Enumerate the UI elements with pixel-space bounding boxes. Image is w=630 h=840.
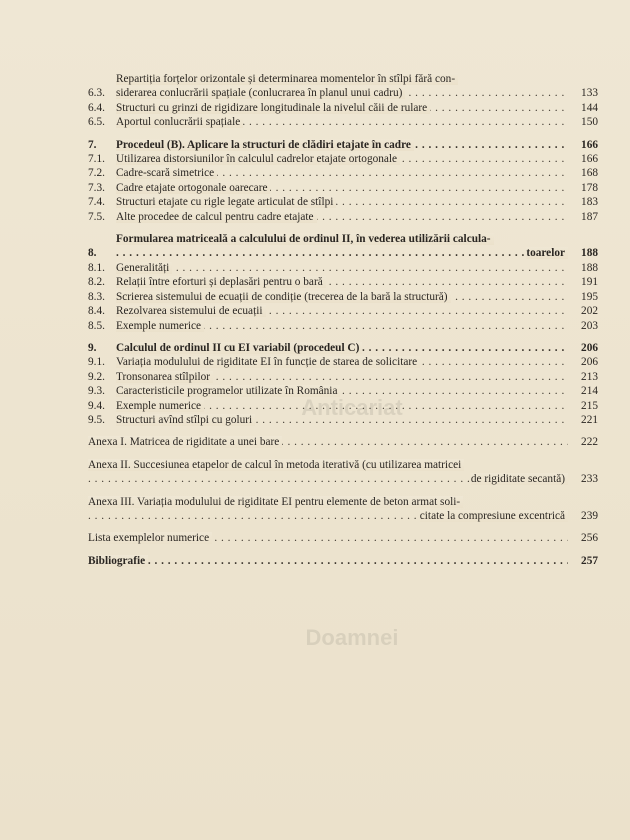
toc-entry-8-4: [88, 304, 598, 318]
toc-entry-9: [88, 341, 598, 355]
toc-entry-title: [116, 115, 568, 129]
watermark-text-1: Anticariat: [301, 395, 403, 420]
toc-entry-8-1: [88, 261, 598, 275]
toc-entry-title-line: Repartiția forțelor orizontale și determinarea momentelor în stîlpi fără con-: [116, 73, 458, 85]
toc-entry-6-4: [88, 101, 598, 115]
toc-entry-title-line: Procedeul (B). Aplicare la structuri de clădiri etajate în cadre: [116, 139, 414, 151]
toc-entry-title: [116, 319, 568, 333]
toc-entry-number: 8.2.: [88, 276, 105, 289]
toc-entry-page-number: 191: [581, 276, 598, 289]
toc-entry-page-number: 195: [581, 290, 598, 303]
toc-entry-title-line: Structuri cu grinzi de rigidizare longitudinale la nivelul căii de rulare: [116, 102, 430, 114]
toc-entry-title: [116, 370, 568, 384]
toc-entry-title-line: Aportul conlucrării spațiale: [116, 116, 243, 128]
toc-entry-anexa-1: [88, 435, 598, 449]
toc-entry-number: 8.5.: [88, 319, 105, 332]
toc-entry-page-number: 202: [581, 305, 598, 318]
toc-entry-number: 7.4.: [88, 196, 105, 209]
toc-entry-page-number: 215: [581, 399, 598, 412]
toc-entry-page-number: 213: [581, 370, 598, 383]
toc-entry-title: [116, 210, 568, 224]
toc-entry-title: [116, 290, 568, 304]
toc-entry-title: [116, 399, 568, 413]
watermark-text-2: Doamnei: [305, 625, 399, 650]
toc-entry-page-number: 239: [581, 509, 598, 522]
toc-entry-title-line: Caracteristicile programelor utilizate în România: [116, 385, 340, 397]
toc-entry-title: [88, 458, 568, 487]
toc-entry-9-2: [88, 370, 598, 384]
toc-entry-title: [116, 152, 568, 166]
toc-entry-number: 8.4.: [88, 305, 105, 318]
toc-entry-9-3: [88, 384, 598, 398]
toc-entry-number: 6.4.: [88, 101, 105, 114]
toc-entry-title: [116, 181, 568, 195]
toc-entry-page-number: 188: [581, 261, 598, 274]
toc-entry-number: 9.5.: [88, 413, 105, 426]
toc-entry-title-line: Bibliografie: [88, 555, 148, 567]
toc-entry-page-number: 133: [581, 87, 598, 100]
toc-entry-page-number: 183: [581, 196, 598, 209]
toc-entry-title: [116, 261, 568, 275]
toc-entry-8-3: [88, 290, 598, 304]
toc-entry-title: [116, 195, 568, 209]
toc-entry-number: 9.1.: [88, 356, 105, 369]
toc-entry-page-number: 222: [581, 436, 598, 449]
toc-entry-title: [116, 72, 568, 101]
toc-entry-page-number: 257: [581, 554, 598, 567]
toc-entry-title-line: Relații între eforturi și deplasări pentru o bară: [116, 276, 326, 288]
toc-entry-title-line: Alte procedee de calcul pentru cadre etajate: [116, 211, 317, 223]
toc-entry-number: 8.1.: [88, 261, 105, 274]
toc-entry-title-line: Formularea matriceală a calculului de ordinul II, în vederea utilizării calcula-: [116, 233, 494, 245]
toc-entry-page-number: 206: [581, 356, 598, 369]
toc-entry-title-line: Calculul de ordinul II cu EI variabil (procedeul C): [116, 342, 362, 354]
toc-entry-number: 7.3.: [88, 181, 105, 194]
toc-entry-number: 6.3.: [88, 87, 105, 100]
toc-entry-title-line: Structuri avînd stîlpi cu goluri: [116, 414, 255, 426]
toc-entry-title-line: siderarea conlucrării spațiale (conlucrarea în planul unui cadru): [116, 87, 405, 99]
toc-entry-title-line: Anexa III. Variația modulului de rigiditate EI pentru elemente de beton armat soli-: [88, 496, 463, 508]
toc-entry-bibliografie: [88, 554, 598, 568]
toc-entry-title-line: toarelor: [526, 247, 568, 259]
toc-entry-anexa-3: [88, 495, 598, 524]
toc-entry-number: 9.: [88, 341, 97, 354]
toc-entry-8-2: [88, 275, 598, 289]
toc-entry-page-number: 256: [581, 532, 598, 545]
toc-entry-anexa-2: [88, 458, 598, 487]
toc-entry-lista: [88, 531, 598, 545]
toc-entry-6-5: [88, 115, 598, 129]
toc-entry-page-number: 187: [581, 210, 598, 223]
toc-entry-title-line: Cadre etajate ortogonale oarecare: [116, 182, 270, 194]
toc-entry-7-5: [88, 210, 598, 224]
toc-entry-number: 6.5.: [88, 116, 105, 129]
toc-entry-title: [116, 384, 568, 398]
toc-entry-title-line: Utilizarea distorsiunilor în calculul cadrelor etajate ortogonale: [116, 153, 400, 165]
toc-entry-title-line: citate la compresiune excentrică: [420, 510, 568, 522]
toc-entry-page-number: 203: [581, 319, 598, 332]
toc-entry-8: [88, 232, 598, 261]
toc-entry-title: [116, 138, 568, 152]
toc-entry-title-line: Anexa I. Matricea de rigiditate a unei bare: [88, 436, 282, 448]
toc-entry-title-line: Scrierea sistemului de ecuații de condiție (trecerea de la bară la structură): [116, 291, 451, 303]
toc-entry-number: 7.1.: [88, 153, 105, 166]
toc-entry-title: [116, 275, 568, 289]
toc-entry-7: [88, 138, 598, 152]
toc-entry-title: [88, 435, 568, 449]
toc-entry-number: 7.5.: [88, 210, 105, 223]
toc-entry-title: [116, 413, 568, 427]
toc-entry-title: [116, 355, 568, 369]
toc-entry-page-number: 233: [581, 473, 598, 486]
toc-entry-title-line: Anexa II. Succesiunea etapelor de calcul în metoda iterativă (cu utilizarea matricei: [88, 459, 464, 471]
toc-entry-page-number: 144: [581, 101, 598, 114]
toc-entry-7-2: [88, 166, 598, 180]
toc-entry-number: 8.: [88, 247, 97, 260]
toc-entry-number: 9.2.: [88, 370, 105, 383]
toc-entry-9-4: [88, 399, 598, 413]
toc-entry-number: 7.2.: [88, 167, 105, 180]
toc-entry-number: 7.: [88, 138, 97, 151]
toc-entry-title: [88, 554, 568, 568]
toc-entry-9-5: [88, 413, 598, 427]
toc-entry-title-line: Structuri etajate cu rigle legate articulat de stîlpi: [116, 196, 336, 208]
toc-entry-title-line: de rigiditate secantă): [471, 473, 568, 485]
toc-entry-page-number: 206: [581, 341, 598, 354]
toc-entry-7-1: [88, 152, 598, 166]
toc-entry-title: [116, 232, 568, 261]
toc-entry-title: [116, 304, 568, 318]
toc-entry-number: 9.3.: [88, 385, 105, 398]
toc-entry-page-number: 188: [581, 247, 598, 260]
toc-entry-page-number: 168: [581, 167, 598, 180]
toc-entry-title-line: Variația modulului de rigiditate EI în funcție de starea de solicitare: [116, 356, 420, 368]
toc-entry-7-3: [88, 181, 598, 195]
toc-entry-title-line: Lista exemplelor numerice: [88, 532, 212, 544]
toc-entry-title-line: Generalități: [116, 262, 172, 274]
toc-entry-title-line: Tronsonarea stîlpilor: [116, 371, 213, 383]
toc-entry-title: [88, 495, 568, 524]
toc-entry-page-number: 214: [581, 385, 598, 398]
toc-entry-7-4: [88, 195, 598, 209]
toc-entry-title-line: Rezolvarea sistemului de ecuații: [116, 305, 266, 317]
toc-entry-title: [116, 166, 568, 180]
toc-entry-title: [116, 101, 568, 115]
toc-entry-page-number: 221: [581, 413, 598, 426]
toc-entry-page-number: 166: [581, 138, 598, 151]
toc-entry-number: 8.3.: [88, 290, 105, 303]
toc-entry-page-number: 178: [581, 181, 598, 194]
toc-entry-page-number: 166: [581, 153, 598, 166]
toc-entry-title-line: Exemple numerice: [116, 400, 204, 412]
table-of-contents: [88, 72, 598, 568]
toc-entry-title-line: Exemple numerice: [116, 320, 204, 332]
toc-entry-9-1: [88, 355, 598, 369]
toc-entry-6-3: [88, 72, 598, 101]
toc-entry-8-5: [88, 319, 598, 333]
toc-entry-title: [88, 531, 568, 545]
toc-entry-page-number: 150: [581, 116, 598, 129]
toc-entry-title: [116, 341, 568, 355]
toc-entry-title-line: Cadre-scară simetrice: [116, 167, 217, 179]
toc-entry-number: 9.4.: [88, 399, 105, 412]
